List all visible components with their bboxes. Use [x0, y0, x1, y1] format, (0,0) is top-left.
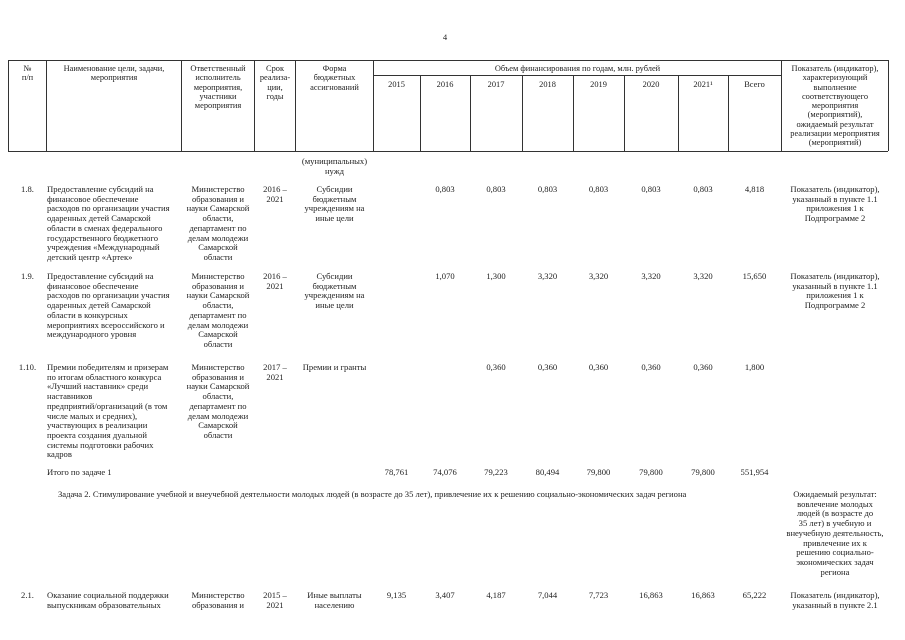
value-2019: 0,803	[588, 184, 609, 194]
value-2018: 3,320	[537, 271, 558, 281]
header-year-2021: 2021¹	[693, 80, 713, 89]
total-2018: 80,494	[535, 467, 560, 477]
row-term: 2017 – 2021	[263, 362, 287, 382]
row-number: 1.9.	[21, 271, 34, 281]
value-total: 1,800	[744, 362, 765, 372]
row-responsible: Министерство образования и	[191, 590, 245, 610]
header-year-2019: 2019	[590, 80, 607, 89]
row-form: Премии и гранты	[302, 362, 367, 372]
row-name: Премии победителям и призерам по итогам областного конкурса «Лучший наставник» среди наставников предприятий/организаций (в том числе малых и средних), участвующих в реализации проекта создания дуальной системы подготовки рабочих кадров	[47, 362, 169, 460]
header-total: Всего	[744, 80, 765, 89]
value-2018: 0,803	[537, 184, 558, 194]
value-2019: 3,320	[588, 271, 609, 281]
total-2017: 79,223	[484, 467, 508, 477]
value-2017: 4,187	[486, 590, 506, 600]
total-2021: 79,800	[691, 467, 715, 477]
row-form: Субсидии бюджетным учреждениям на иные цели	[304, 271, 365, 311]
total-label: Итого по задаче 1	[47, 467, 112, 477]
row-responsible: Министерство образования и науки Самарской области, департамент по делам молодежи Самарской области	[186, 184, 250, 262]
header-form: Форма бюджетных ассигнований	[310, 64, 359, 92]
value-2020: 0,360	[641, 362, 661, 372]
total-2019: 79,800	[586, 467, 611, 477]
task2-title: Задача 2. Стимулирование учебной и внеучебной деятельности молодых людей (в возрасте до 35 лет), привлечение их к решению социально-экономических задач региона	[58, 489, 687, 499]
row-term: 2015 – 2021	[263, 590, 287, 610]
continuation-text: (муниципальных) нужд	[301, 156, 368, 176]
row-term: 2016 – 2021	[263, 271, 287, 291]
value-2020: 16,863	[639, 590, 663, 600]
row-number: 1.10.	[18, 362, 37, 372]
row-indicator: Показатель (индикатор), указанный в пункте 2.1	[790, 590, 880, 610]
row-responsible: Министерство образования и науки Самарской области, департамент по делам молодежи Самарской области	[186, 362, 250, 440]
value-2016: 3,407	[435, 590, 455, 600]
value-total: 65,222	[742, 590, 767, 600]
value-2021: 0,803	[693, 184, 713, 194]
row-responsible: Министерство образования и науки Самарской области, департамент по делам молодежи Самарской области	[186, 271, 250, 349]
value-2020: 0,803	[641, 184, 661, 194]
value-2019: 7,723	[588, 590, 609, 600]
header-year-2016: 2016	[436, 80, 454, 89]
value-2017: 0,360	[486, 362, 506, 372]
row-number: 1.8.	[21, 184, 34, 194]
value-2017: 1,300	[486, 271, 506, 281]
row-form: Иные выплаты населению	[307, 590, 362, 610]
value-2017: 0,803	[486, 184, 506, 194]
value-2016: 0,803	[435, 184, 455, 194]
value-2018: 0,360	[537, 362, 558, 372]
header-year-2020: 2020	[642, 80, 660, 89]
value-2018: 7,044	[537, 590, 558, 600]
row-indicator: Показатель (индикатор), указанный в пункте 1.1 приложения 1 к Подпрограмме 2	[790, 184, 880, 224]
value-2016: 1,070	[435, 271, 455, 281]
header-term: Срок реализа- ции, годы	[259, 64, 291, 101]
value-2015: 9,135	[386, 590, 407, 600]
header-responsible: Ответственный исполнитель мероприятия, участники мероприятия	[190, 64, 246, 111]
header-name: Наименование цели, задачи, мероприятия	[63, 64, 165, 83]
row-term: 2016 – 2021	[263, 184, 287, 204]
row-name: Предоставление субсидий на финансовое обеспечение расходов по организации участия одаренных детей Самарской области в конкурсных мероприятиях всероссийского и международного уровня	[47, 271, 170, 340]
value-2020: 3,320	[641, 271, 661, 281]
value-total: 15,650	[742, 271, 767, 281]
header-funding: Объем финансирования по годам, млн. рублей	[494, 64, 661, 73]
row-name: Оказание социальной поддержки выпускникам образовательных	[47, 590, 169, 610]
row-form: Субсидии бюджетным учреждениям на иные цели	[304, 184, 365, 224]
row-number: 2.1.	[21, 590, 34, 600]
value-2021: 16,863	[691, 590, 715, 600]
value-2019: 0,360	[588, 362, 609, 372]
header-indicator: Показатель (индикатор), характеризующий выполнение соответствующего мероприятия (мероприятий), ожидаемый результат реализации мероприятия (мероприятий)	[790, 64, 880, 148]
value-2021: 0,360	[693, 362, 713, 372]
row-name: Предоставление субсидий на финансовое обеспечение расходов по организации участия одаренных детей Самарской области в сменах федерального государственного бюджетного учреждения «Международный детский центр «Артек»	[47, 184, 170, 262]
value-total: 4,818	[744, 184, 765, 194]
header-year-2015: 2015	[388, 80, 405, 89]
page-number: 4	[442, 32, 448, 42]
header-no: № п/п	[21, 64, 34, 83]
row-indicator: Показатель (индикатор), указанный в пункте 1.1 приложения 1 к Подпрограмме 2	[790, 271, 880, 311]
total-2020: 79,800	[639, 467, 663, 477]
header-year-2017: 2017	[487, 80, 505, 89]
total-2015: 78,761	[384, 467, 409, 477]
total-2016: 74,076	[433, 467, 457, 477]
task2-result: Ожидаемый результат: вовлечение молодых людей (в возрасте до 35 лет) в учебную и внеучебную деятельность, привлечение их к решению социально- экономических задач региона	[786, 489, 884, 577]
total-all: 551,954	[740, 467, 769, 477]
value-2021: 3,320	[693, 271, 713, 281]
header-year-2018: 2018	[539, 80, 556, 89]
